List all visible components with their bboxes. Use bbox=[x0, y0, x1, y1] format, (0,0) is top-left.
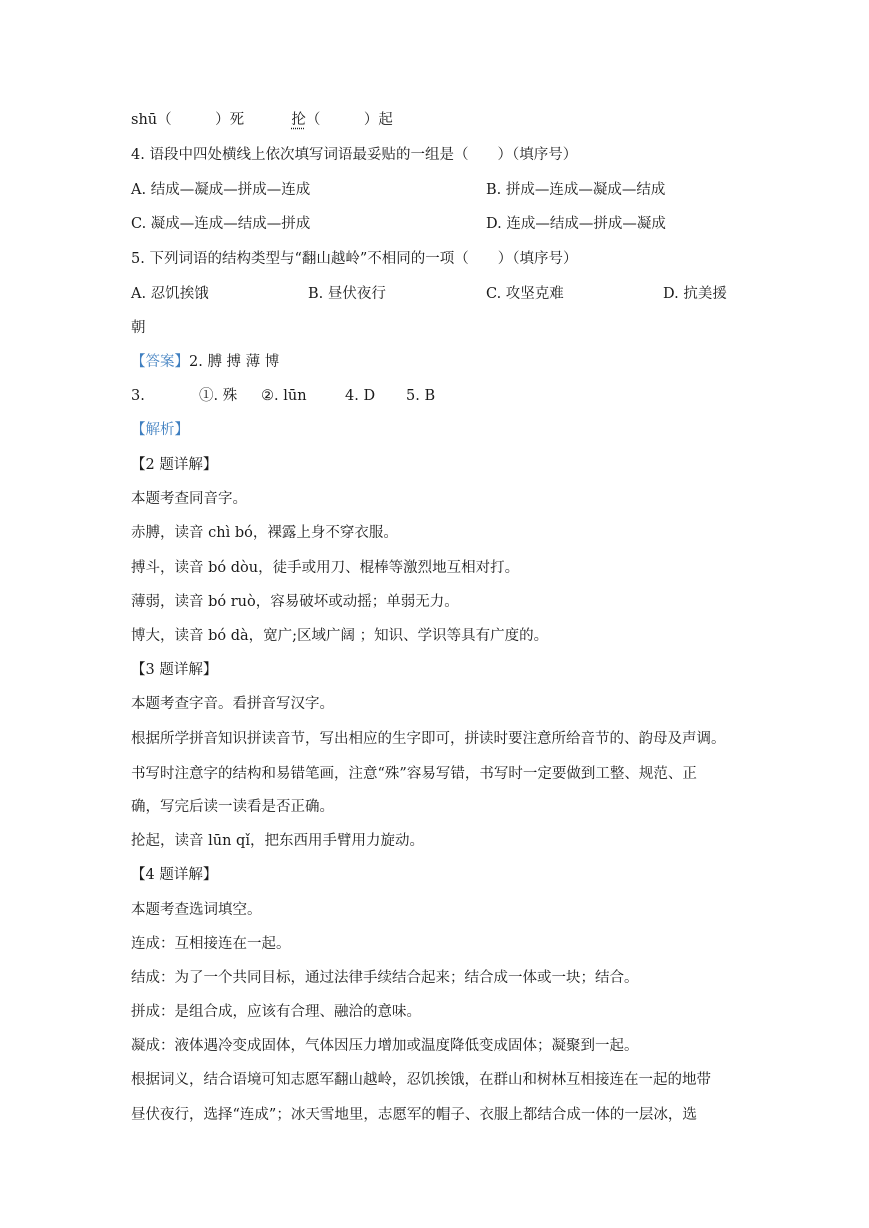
q4-option-d: D. 连成—结成—拼成—凝成 bbox=[486, 216, 666, 232]
q4-option-a: A. 结成—凝成—拼成—连成 bbox=[131, 182, 311, 198]
q4-detail-line: 连成：互相接连在一起。 bbox=[131, 936, 291, 952]
q3-detail-line: 本题考查字音。看拼音写汉字。 bbox=[131, 696, 334, 712]
q5-option-b: B. 昼伏夜行 bbox=[308, 286, 386, 302]
q3-detail-line: 确，写完后读一读看是否正确。 bbox=[131, 799, 334, 815]
answer-q5: 5. B bbox=[406, 388, 436, 404]
q4-detail-line: 拼成：是组合成，应该有合理、融洽的意味。 bbox=[131, 1004, 421, 1020]
q3-item-shu: shū（ ）死 bbox=[131, 112, 245, 128]
q2-detail-line: 搏斗，读音 bó dòu，徒手或用刀、棍棒等激烈地互相对打。 bbox=[131, 560, 520, 576]
q2-detail-heading: 【2 题详解】 bbox=[131, 457, 218, 473]
q4-detail-line: 昼伏夜行，选择“连成”；冰天雪地里，志愿军的帽子、衣服上都结合成一体的一层冰，选 bbox=[131, 1107, 697, 1123]
q3-detail-heading: 【3 题详解】 bbox=[131, 662, 218, 678]
q3-item-lun-char: 抡 bbox=[291, 112, 306, 128]
q4-option-b: B. 拼成—连成—凝成—结成 bbox=[486, 182, 666, 198]
answer-q3-b: ②. lūn bbox=[261, 388, 307, 404]
q3-item-lun-rest: （ ）起 bbox=[305, 112, 393, 128]
q4-detail-line: 根据词义，结合语境可知志愿军翻山越岭，忍饥挨饿，在群山和树林互相接连在一起的地带 bbox=[131, 1072, 711, 1088]
q5-option-a: A. 忍饥挨饿 bbox=[131, 286, 209, 302]
q4-detail-line: 凝成：液体遇冷变成固体，气体因压力增加或温度降低变成固体；凝聚到一起。 bbox=[131, 1038, 639, 1054]
q5-stem: 5. 下列词语的结构类型与“翻山越岭”不相同的一项（ ）（填序号） bbox=[131, 251, 578, 267]
q3-detail-line: 根据所学拼音知识拼读音节，写出相应的生字即可，拼读时要注意所给音节的、韵母及声调。 bbox=[131, 731, 726, 747]
answer-q3-number: 3. bbox=[131, 388, 145, 404]
q3-detail-line: 书写时注意字的结构和易错笔画，注意“殊”容易写错，书写时一定要做到工整、规范、正 bbox=[131, 766, 697, 782]
q4-stem: 4. 语段中四处横线上依次填写词语最妥贴的一组是（ ）（填序号） bbox=[131, 147, 578, 163]
q5-option-d-overflow: 朝 bbox=[131, 320, 146, 336]
answer-q3-a: ①. 殊 bbox=[199, 388, 238, 404]
q4-option-c: C. 凝成—连成—结成—拼成 bbox=[131, 216, 311, 232]
q2-detail-line: 本题考查同音字。 bbox=[131, 491, 247, 507]
q4-detail-line: 本题考查选词填空。 bbox=[131, 902, 262, 918]
q3-pinyin-line bbox=[131, 110, 393, 130]
answer-q4: 4. D bbox=[345, 388, 376, 404]
q5-option-d: D. 抗美援 bbox=[663, 286, 727, 302]
q5-option-c: C. 攻坚克难 bbox=[486, 286, 564, 302]
answer-q2: 2. 膊 搏 薄 博 bbox=[189, 354, 280, 370]
q2-detail-line: 薄弱，读音 bó ruò，容易破坏或动摇；单弱无力。 bbox=[131, 594, 459, 610]
q2-detail-line: 博大，读音 bó dà，宽广;区域广阔 ；知识、学识等具有广度的。 bbox=[131, 628, 549, 644]
q2-detail-line: 赤膊，读音 chì bó，裸露上身不穿衣服。 bbox=[131, 525, 398, 541]
answer-line-1 bbox=[131, 352, 279, 372]
answer-tag: 【答案】 bbox=[131, 354, 189, 370]
q4-detail-line: 结成：为了一个共同目标，通过法律手续结合起来；结合成一体或一块；结合。 bbox=[131, 970, 639, 986]
q4-detail-heading: 【4 题详解】 bbox=[131, 867, 218, 883]
q3-detail-line: 抡起，读音 lūn qǐ，把东西用手臂用力旋动。 bbox=[131, 833, 424, 849]
analysis-tag: 【解析】 bbox=[131, 422, 189, 438]
